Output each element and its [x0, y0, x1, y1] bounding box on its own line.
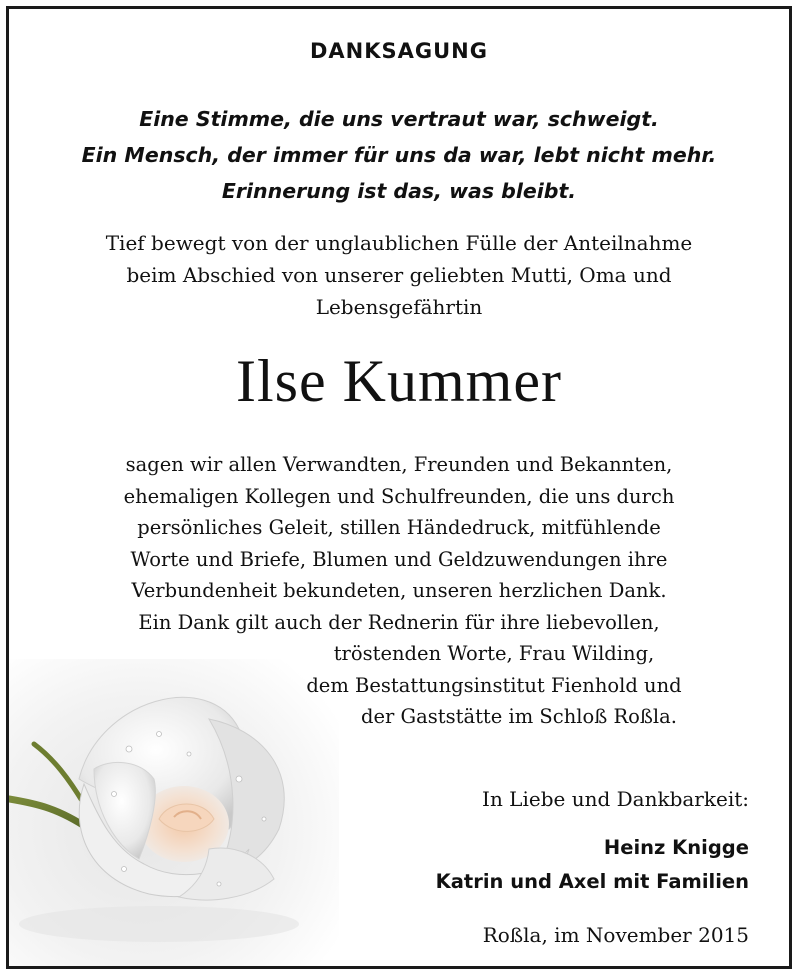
deceased-name: Ilse Kummer: [236, 348, 562, 414]
intro-text: [9, 227, 789, 323]
body-line: sagen wir allen Verwandten, Freunden und Bekannten,: [125, 453, 673, 476]
signoff: In Liebe und Dankbarkeit:: [482, 787, 749, 811]
body-line: ehemaligen Kollegen und Schulfreunden, die uns durch: [123, 484, 675, 508]
body-line: Worte und Briefe, Blumen und Geldzuwendungen ihre: [130, 547, 668, 571]
verse-line: Erinnerung ist das, was bleibt.: [221, 179, 577, 203]
intro-line: beim Abschied von unserer geliebten Mutti, Oma und: [126, 263, 672, 287]
body-line: Verbundenheit bekundeten, unseren herzlichen Dank.: [131, 579, 667, 602]
signers: [436, 831, 749, 899]
verse-line: Eine Stimme, die uns vertraut war, schweigt.: [139, 107, 659, 131]
place-date: Roßla, im November 2015: [482, 923, 749, 947]
verse-line: Ein Mensch, der immer für uns da war, lebt nicht mehr.: [81, 143, 717, 167]
memorial-verse: [9, 101, 789, 209]
body-line: Ein Dank gilt auch der Rednerin für ihre liebevollen,: [138, 610, 660, 634]
thanks-body: [49, 449, 749, 733]
intro-line: Tief bewegt von der unglaublichen Fülle der Anteilnahme: [105, 231, 693, 255]
body-line: dem Bestattungsinstitut Fienhold und: [306, 673, 682, 697]
intro-line: Lebensgefährtin: [315, 295, 483, 319]
notice-frame: [6, 6, 792, 969]
body-line: der Gaststätte im Schloß Roßla.: [361, 705, 677, 728]
signer-name: Katrin und Axel mit Familien: [435, 870, 749, 893]
body-line: tröstenden Worte, Frau Wilding,: [333, 642, 655, 665]
notice-heading: DANKSAGUNG: [309, 39, 488, 63]
body-line: persönliches Geleit, stillen Händedruck, mitfühlende: [137, 516, 661, 539]
signer-name: Heinz Knigge: [603, 836, 749, 859]
